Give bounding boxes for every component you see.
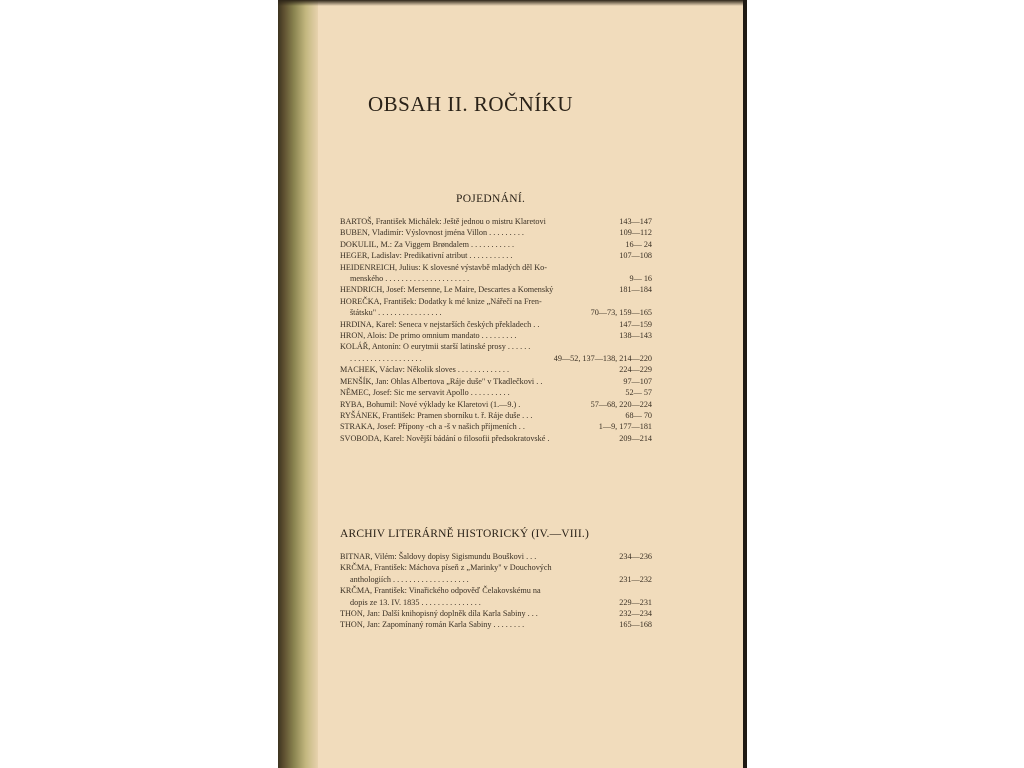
book-spine-shadow xyxy=(278,0,318,768)
entry-text: STRAKA, Josef: Přípony -ch a -š v našich příjmeních . . xyxy=(340,422,525,432)
entry-pages: 49—52, 137—138, 214—220 xyxy=(553,353,652,363)
entry-pages: 231—232 xyxy=(619,574,652,584)
entry-pages: 16— 24 xyxy=(625,239,652,249)
entry-text: DOKULIL, M.: Za Viggem Brøndalem . . . . . . . . . . . xyxy=(340,239,514,249)
entry-text: MENŠÍK, Jan: Ohlas Albertova „Ráje duše" v Tkadlečkovi . . xyxy=(340,376,543,386)
toc-entry xyxy=(340,387,652,398)
toc-entry xyxy=(340,551,652,562)
entry-pages: 138—143 xyxy=(619,331,652,341)
toc-entry-continuation xyxy=(340,307,652,318)
entry-pages: 109—112 xyxy=(619,228,652,238)
entry-pages: 229—231 xyxy=(619,597,652,607)
entry-text: HEGER, Ladislav: Predikativní atribut . . . . . . . . . . . xyxy=(340,251,513,261)
entry-pages: 234—236 xyxy=(619,552,652,561)
entry-pages: 209—214 xyxy=(619,433,652,443)
entry-text: dopis ze 13. IV. 1835 . . . . . . . . . . . . . . . xyxy=(350,597,481,607)
entry-text: KRČMA, František: Máchova píseň z „Marinky" v Douchových xyxy=(340,563,552,573)
entry-text: HRON, Alois: De primo omnium mandato . . . . . . . . . xyxy=(340,331,517,341)
entry-text: SVOBODA, Karel: Novější bádání o filosofii předsokratovské . xyxy=(340,433,550,443)
page-top-edge xyxy=(278,0,747,6)
toc-entry-continuation xyxy=(340,353,652,364)
entry-pages: 143—147 xyxy=(619,217,652,226)
toc-entry xyxy=(340,239,652,250)
entry-pages: 1—9, 177—181 xyxy=(598,422,652,432)
page-title: OBSAH II. ROČNÍKU xyxy=(368,92,574,116)
toc-entry xyxy=(340,619,652,630)
entry-text: KRČMA, František: Vinařického odpověď Čelakovskému na xyxy=(340,586,541,596)
toc-entry xyxy=(340,585,652,596)
toc-entry xyxy=(340,296,652,307)
entry-text: THON, Jan: Zapomínaný román Karla Sabiny . . . . . . . . xyxy=(340,620,525,630)
toc-entry xyxy=(340,364,652,375)
entry-pages: 232—234 xyxy=(619,609,652,619)
entry-text: BITNAR, Vilém: Šaldovy dopisy Sigismundu Bouškovi . . . xyxy=(340,552,537,561)
book-page xyxy=(278,0,747,768)
entry-pages: 68— 70 xyxy=(625,410,652,420)
entry-pages: 147—159 xyxy=(619,319,652,329)
entry-text: HENDRICH, Josef: Mersenne, Le Maire, Descartes a Komenský xyxy=(340,285,554,295)
entry-text: anthologiích . . . . . . . . . . . . . . . . . . . xyxy=(350,574,469,584)
section-heading-pojednani: POJEDNÁNÍ. xyxy=(456,193,526,205)
entry-text: BUBEN, Vladimír: Výslovnost jména Villon . . . . . . . . . xyxy=(340,228,524,238)
toc-list-archiv xyxy=(340,551,652,631)
entry-text: BARTOŠ, František Michálek: Ještě jednou o mistru Klaretovi xyxy=(340,217,546,226)
entry-pages: 97—107 xyxy=(623,376,652,386)
entry-pages: 224—229 xyxy=(619,365,652,375)
toc-entry xyxy=(340,376,652,387)
entry-text: štátsku" . . . . . . . . . . . . . . . . xyxy=(350,308,442,318)
entry-text: NĚMEC, Josef: Sic me servavit Apollo . . . . . . . . . . xyxy=(340,388,510,398)
entry-pages: 165—168 xyxy=(619,620,652,630)
entry-text: THON, Jan: Další knihopisný doplněk díla Karla Sabiny . . . xyxy=(340,609,538,619)
toc-list-pojednani xyxy=(340,216,652,444)
entry-text: MACHEK, Václav: Několik sloves . . . . . . . . . . . . . xyxy=(340,365,510,375)
toc-entry xyxy=(340,421,652,432)
toc-entry-continuation xyxy=(340,597,652,608)
entry-text: HOREČKA, František: Dodatky k mé knize „Nářečí na Fren- xyxy=(340,296,542,306)
toc-entry xyxy=(340,250,652,261)
entry-pages: 107—108 xyxy=(619,251,652,261)
toc-entry xyxy=(340,227,652,238)
entry-text: menského . . . . . . . . . . . . . . . . . . . . . xyxy=(350,274,470,284)
entry-text: . . . . . . . . . . . . . . . . . . xyxy=(350,353,422,363)
toc-entry-continuation xyxy=(340,273,652,284)
section-heading-archiv: ARCHIV LITERÁRNĚ HISTORICKÝ (IV.—VIII.) xyxy=(340,528,589,540)
entry-text: RYBA, Bohumil: Nové výklady ke Klaretovi (1.—9.) . xyxy=(340,399,521,409)
toc-entry xyxy=(340,330,652,341)
toc-entry xyxy=(340,216,652,227)
toc-entry xyxy=(340,433,652,444)
entry-pages: 181—184 xyxy=(619,285,652,295)
entry-pages: 57—68, 220—224 xyxy=(590,399,652,409)
toc-entry xyxy=(340,399,652,410)
toc-entry xyxy=(340,608,652,619)
entry-pages: 9— 16 xyxy=(629,274,652,284)
toc-entry xyxy=(340,341,652,352)
entry-pages: 70—73, 159—165 xyxy=(590,308,652,318)
page-right-edge xyxy=(743,0,747,768)
entry-text: RYŠÁNEK, František: Pramen sborníku t. ř. Ráje duše . . . xyxy=(340,410,533,420)
entry-text: HEIDENREICH, Julius: K slovesné výstavbě mladých děl Ko- xyxy=(340,262,547,272)
toc-entry xyxy=(340,319,652,330)
toc-entry xyxy=(340,262,652,273)
toc-entry xyxy=(340,562,652,573)
toc-entry-continuation xyxy=(340,574,652,585)
toc-entry xyxy=(340,284,652,295)
entry-text: KOLÁŘ, Antonín: O eurytmii starší latinské prosy . . . . . . xyxy=(340,342,531,352)
entry-text: HRDINA, Karel: Seneca v nejstarších českých překladech . . xyxy=(340,319,540,329)
entry-pages: 52— 57 xyxy=(625,388,652,398)
toc-entry xyxy=(340,410,652,421)
